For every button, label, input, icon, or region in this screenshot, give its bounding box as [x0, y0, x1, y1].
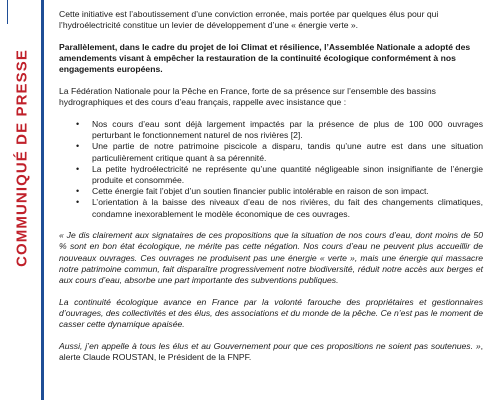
press-release-label: COMMUNIQUÉ DE PRESSE — [13, 49, 31, 267]
closing-attribution: , alerte Claude ROUSTAN, le Président de la FNPF. — [59, 340, 483, 363]
list-item — [59, 164, 483, 186]
bullet-icon: • — [76, 197, 80, 208]
list-item-text: L’orientation à la baisse des niveaux d’eau de nos rivières, du fait des changements climatiques, condamne inexorablement le modèle économique de ces ouvrages. — [92, 197, 483, 219]
bullet-icon: • — [76, 186, 80, 197]
closing-paragraph — [59, 341, 483, 363]
closing-quote: Aussi, j’en appelle à tous les élus et au Gouvernement pour que ces propositions ne soient pas soutenues. » — [59, 340, 481, 351]
bullet-icon: • — [76, 141, 80, 152]
quote-paragraph-2: La continuité écologique avance en France par la volonté farouche des propriétaires et gestionnaires d’ouvrages, des collectivités et des élus, des associations et du monde de la pêche. Ce n’est pas le moment de casser cette dynamique apaisée. — [59, 296, 483, 330]
list-item-text: Cette énergie fait l’objet d’un soutien financier public intolérable en raison de son impact. — [92, 186, 429, 197]
sidebar-top-rule — [7, 0, 8, 24]
amendments-paragraph: Parallèlement, dans le cadre du projet de loi Climat et résilience, l’Assemblée Nationale a adopté des amendements visant à empêcher la restauration de la continuité écologique conformément à nos engagements européens. — [59, 41, 471, 75]
federation-paragraph: La Fédération Nationale pour la Pêche en France, forte de sa présence sur l’ensemble des bassins hydrographiques et des cours d’eau français, rappelle avec insistance que : — [59, 86, 436, 108]
list-item — [59, 197, 483, 219]
bullet-icon: • — [76, 118, 80, 129]
key-points-list — [59, 119, 483, 220]
list-item — [59, 119, 483, 141]
intro-paragraph: Cette initiative est l’aboutissement d’une conviction erronée, mais portée par quelques élus pour qui l’hydroélectricité constitue un levier de développement d’une « énergie verte ». — [59, 9, 439, 31]
press-release-sidebar — [0, 0, 44, 400]
list-item — [59, 186, 483, 197]
list-item-text: Une partie de notre patrimoine piscicole a disparu, tandis qu’une autre est dans une situation particulièrement critique quant à sa pérennité. — [92, 141, 483, 163]
list-item-text: La petite hydroélectricité ne représente qu’une quantité négligeable sinon insignifiante de l’énergie produite et consommée. — [92, 163, 483, 185]
list-item-text: Nos cours d’eau sont déjà largement impactés par la présence de plus de 100 000 ouvrages perturbant le fonctionnement naturel de nos rivières [2]. — [92, 118, 483, 141]
document-body — [59, 9, 483, 374]
list-item — [59, 141, 483, 163]
bullet-icon: • — [76, 163, 80, 174]
quote-paragraph-1: « Je dis clairement aux signataires de ces propositions que la situation de nos cours d’eau, dont moins de 50 % sont en bon état écologique, ne mérite pas cette négation. Nos cours d’eau ne peuvent plus accueillir de nouveaux ouvrages. Ces ouvrages ne produisent pas une énergie « verte », mais une énergie qui massacre notre patrimoine commun, fait disparaître progressivement notre biodiversité, réduit notre accès aux berges et aux cours d’eau, absorbe une part importante des subventions publiques. — [59, 230, 483, 286]
